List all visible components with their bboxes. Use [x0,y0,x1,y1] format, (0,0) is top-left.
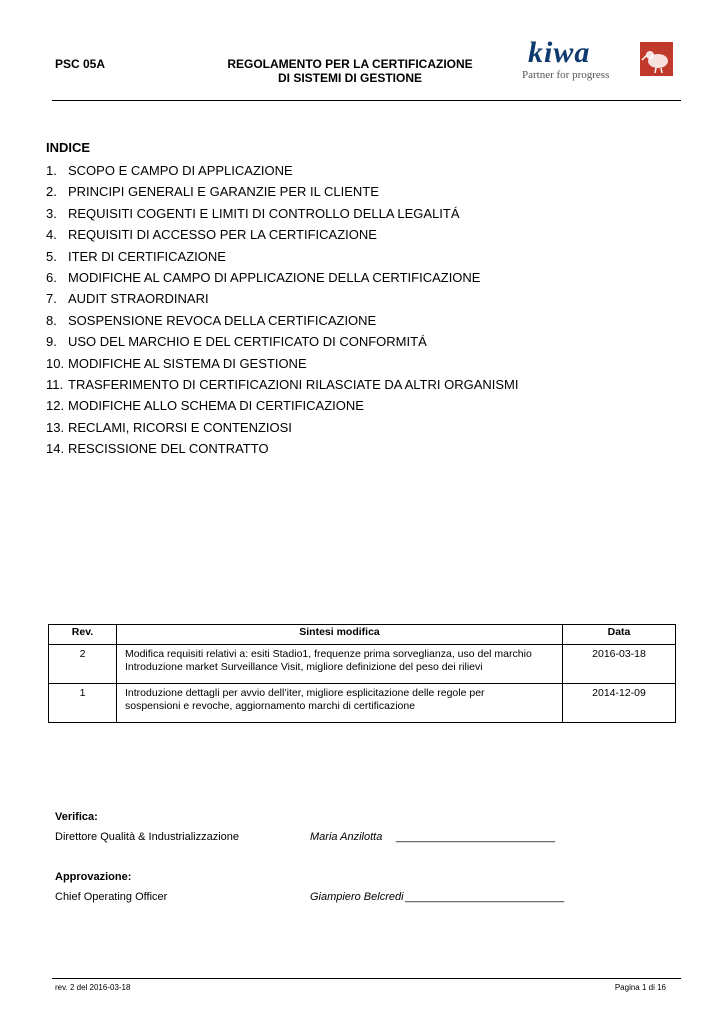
revision-number: 2 [49,645,117,684]
approver-name: Giampiero Belcredi [310,891,404,903]
verifier-name: Maria Anzilotta [310,831,383,843]
approval-heading: Approvazione: [55,871,132,883]
revision-summary-line: Introduzione market Surveillance Visit, migliore definizione del peso dei rilievi [125,661,483,673]
index-item-number: 11. [46,376,64,392]
index-item [46,224,666,245]
index-item-number: 6. [46,269,57,285]
document-title-line-2: DI SISTEMI DI GESTIONE [277,71,423,85]
revision-summary [117,645,563,684]
index-item-number: 1. [46,163,57,178]
index-item-label: REQUISITI DI ACCESSO PER LA CERTIFICAZIONE [68,227,377,243]
index-item-number: 10. [46,355,65,371]
index-item [46,417,666,438]
index-item [46,374,666,395]
revision-table [48,624,676,723]
index-item-label: ITER DI CERTIFICAZIONE [68,248,226,264]
document-title [190,57,510,85]
index-item [46,395,666,416]
index-item-number: 8. [46,312,57,328]
table-row [49,684,676,723]
index-item-label: USO DEL MARCHIO E DEL CERTIFICATO DI CONFORMITÁ [68,334,427,350]
revision-summary-line: Modifica requisiti relativi a: esiti Stadio1, frequenze prima sorveglianza, uso del marchio [125,648,532,660]
index-item-number: 14. [46,441,65,457]
footer-revision: rev. 2 del 2016-03-18 [55,983,131,992]
column-header-date: Data [563,625,676,645]
index-item-label: SCOPO E CAMPO DI APPLICAZIONE [68,163,293,178]
index-item-label: REQUISITI COGENTI E LIMITI DI CONTROLLO DELLA LEGALITÁ [68,205,460,221]
approver-role: Chief Operating Officer [55,891,168,903]
revision-number: 1 [49,684,117,723]
index-item-number: 4. [46,227,57,243]
revision-date: 2016-03-18 [563,645,676,684]
index-item-label: RECLAMI, RICORSI E CONTENZIOSI [68,419,292,435]
column-header-summary: Sintesi modifica [117,625,563,645]
logo-tagline: Partner for progress [522,69,610,81]
verifier-signature-line: __________________________ [396,831,556,843]
footer-page-number: Pagina 1 di 16 [614,983,666,992]
revision-summary-line: Introduzione dettagli per avvio dell’iter, migliore esplicitazione delle regole per [125,687,485,699]
revision-date: 2014-12-09 [563,684,676,723]
index-item-label: SOSPENSIONE REVOCA DELLA CERTIFICAZIONE [68,312,377,328]
column-header-rev: Rev. [49,625,117,645]
index-item [46,353,666,374]
index-item [46,246,666,267]
index-item-number: 12. [46,398,65,414]
index-item-label: PRINCIPI GENERALI E GARANZIE PER IL CLIENTE [68,184,379,200]
verifier-role: Direttore Qualità & Industrializzazione [55,831,240,843]
index-item-number: 9. [46,334,57,350]
index-item [46,331,666,352]
index-item-label: MODIFICHE ALLO SCHEMA DI CERTIFICAZIONE [68,398,364,414]
index-list [46,160,666,459]
document-code: PSC 05A [55,57,106,71]
logo-wordmark: kiwa [528,36,591,69]
header-divider [52,100,681,101]
index-item-number: 5. [46,248,57,264]
index-item-number: 7. [46,291,57,307]
approver-signature-line: __________________________ [405,891,565,903]
index-item-number: 3. [46,205,57,221]
index-item [46,203,666,224]
index-item [46,181,666,202]
index-item-label: MODIFICHE AL CAMPO DI APPLICAZIONE DELLA CERTIFICAZIONE [68,269,481,285]
index-item-label: MODIFICHE AL SISTEMA DI GESTIONE [68,355,307,371]
index-item [46,267,666,288]
index-item [46,438,666,459]
kiwa-logo [520,36,680,82]
index-item [46,288,666,309]
revision-summary [117,684,563,723]
index-item [46,310,666,331]
index-item [46,160,666,181]
index-item-number: 2. [46,184,57,200]
table-row [49,645,676,684]
index-item-label: TRASFERIMENTO DI CERTIFICAZIONI RILASCIATE DA ALTRI ORGANISMI [68,376,519,392]
revision-table-header-row [49,625,676,645]
index-item-label: RESCISSIONE DEL CONTRATTO [68,441,269,457]
index-heading: INDICE [46,140,91,155]
revision-summary-line: sospensioni e revoche, aggiornamento marchi di certificazione [125,700,416,712]
verification-heading: Verifica: [55,811,98,823]
index-item-number: 13. [46,419,65,435]
index-item-label: AUDIT STRAORDINARI [68,291,209,307]
kiwi-bird-icon [640,42,673,76]
document-title-line-1: REGOLAMENTO PER LA CERTIFICAZIONE [227,57,473,71]
footer-divider [52,978,681,979]
